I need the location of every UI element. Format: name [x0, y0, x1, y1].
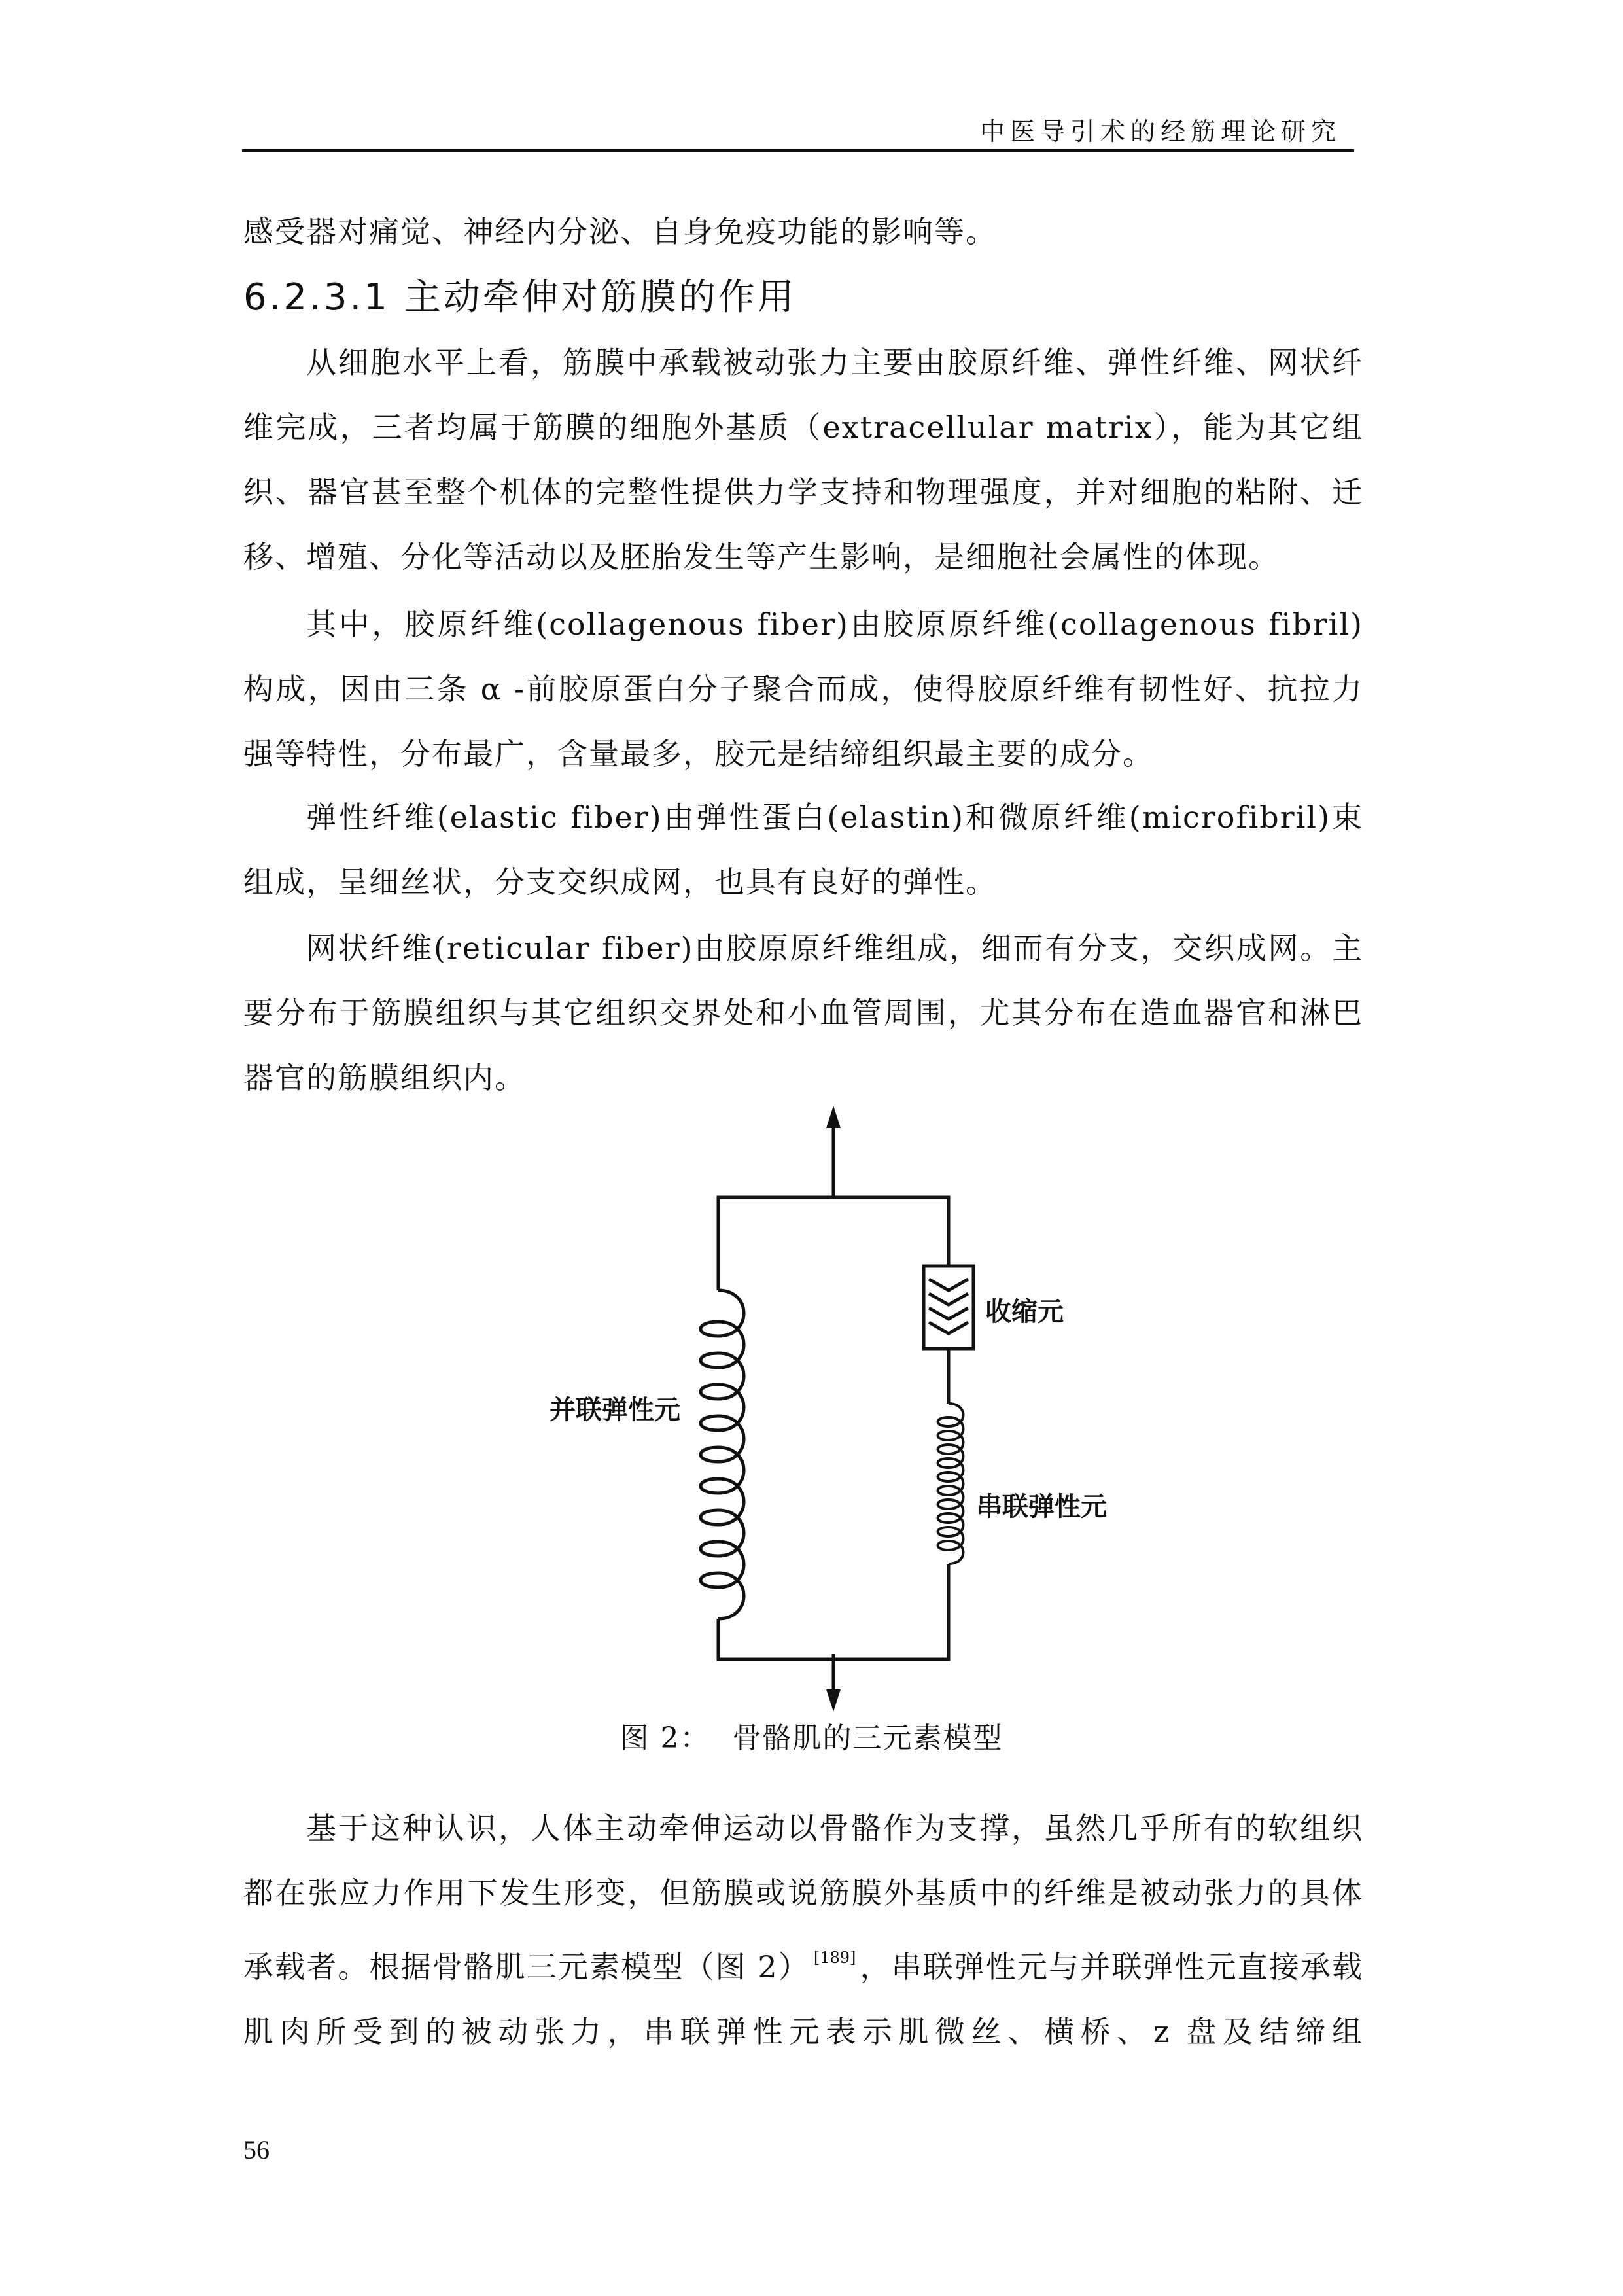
label-series-elastic-element: 串联弹性元 — [976, 1492, 1107, 1522]
figure-caption-text: 骨骼肌的三元素模型 — [732, 1722, 1003, 1755]
contractile-element — [924, 1266, 973, 1404]
running-header-title: 中医导引术的经筋理论研究 — [979, 117, 1341, 146]
figure-caption-number: 图 2： — [620, 1722, 710, 1755]
label-parallel-elastic-element: 并联弹性元 — [550, 1395, 680, 1425]
top-connector — [718, 1197, 949, 1269]
paragraph-5-text-after-citation: ，串联弹性元与并联弹性元直接承载肌肉所受到的被动张力，串联弹性元表示肌微丝、横桥、z 盘及结缔组 — [243, 1949, 1364, 2049]
parallel-elastic-spring — [701, 1269, 744, 1648]
paragraph-2: 其中，胶原纤维(collagenous fiber)由胶原原纤维(collagenous fibril)构成，因由三条 α -前胶原蛋白分子聚合而成，使得胶原纤维有韧性好、抗拉力强等特性，分布最广，含量最多，胶元是结缔组织最主要的成分。 — [243, 607, 1363, 771]
label-contractile-element: 收缩元 — [985, 1297, 1064, 1327]
three-element-model-figure — [523, 1106, 1164, 1682]
bottom-arrow-extension — [523, 1655, 1164, 1714]
paragraph-1: 从细胞水平上看，筋膜中承载被动张力主要由胶原纤维、弹性纤维、网状纤维完成，三者均属于筋膜的细胞外基质（extracellular matrix），能为其它组织、器官甚至整个机体的完整性提供力学支持和物理强度，并对细胞的粘附、迁移、增殖、分化等活动以及胚胎发生等产生影响，是细胞社会属性的体现。 — [243, 345, 1363, 574]
paragraph-5-text-before-citation: 基于这种认识，人体主动牵伸运动以骨骼作为支撑，虽然几乎所有的软组织都在张应力作用下发生形变，但筋膜或说筋膜外基质中的纤维是被动张力的具体承载者。根据骨骼肌三元素模型（图 2） — [243, 1810, 1363, 1985]
top-force-arrow — [826, 1106, 841, 1197]
paragraph-4: 网状纤维(reticular fiber)由胶原原纤维组成，细而有分支，交织成网。主要分布于筋膜组织与其它组织交界处和小血管周围，尤其分布在造血器官和淋巴器官的筋膜组织内。 — [243, 930, 1363, 1095]
continued-paragraph: 感受器对痛觉、神经内分泌、自身免疫功能的影响等。 — [243, 214, 997, 249]
figure-caption — [0, 1714, 1623, 1756]
paragraph-5 — [243, 1796, 1363, 2064]
section-heading: 6.2.3.1 主动牵伸对筋膜的作用 — [243, 276, 797, 319]
paragraph-3: 弹性纤维(elastic fiber)由弹性蛋白(elastin)和微原纤维(microfibril)束组成，呈细丝状，分支交织成网，也具有良好的弹性。 — [243, 800, 1363, 900]
page-number: 56 — [243, 2135, 270, 2164]
series-elastic-spring — [938, 1404, 964, 1648]
citation-reference: [189] — [813, 1949, 856, 1967]
page-header — [242, 111, 1354, 152]
